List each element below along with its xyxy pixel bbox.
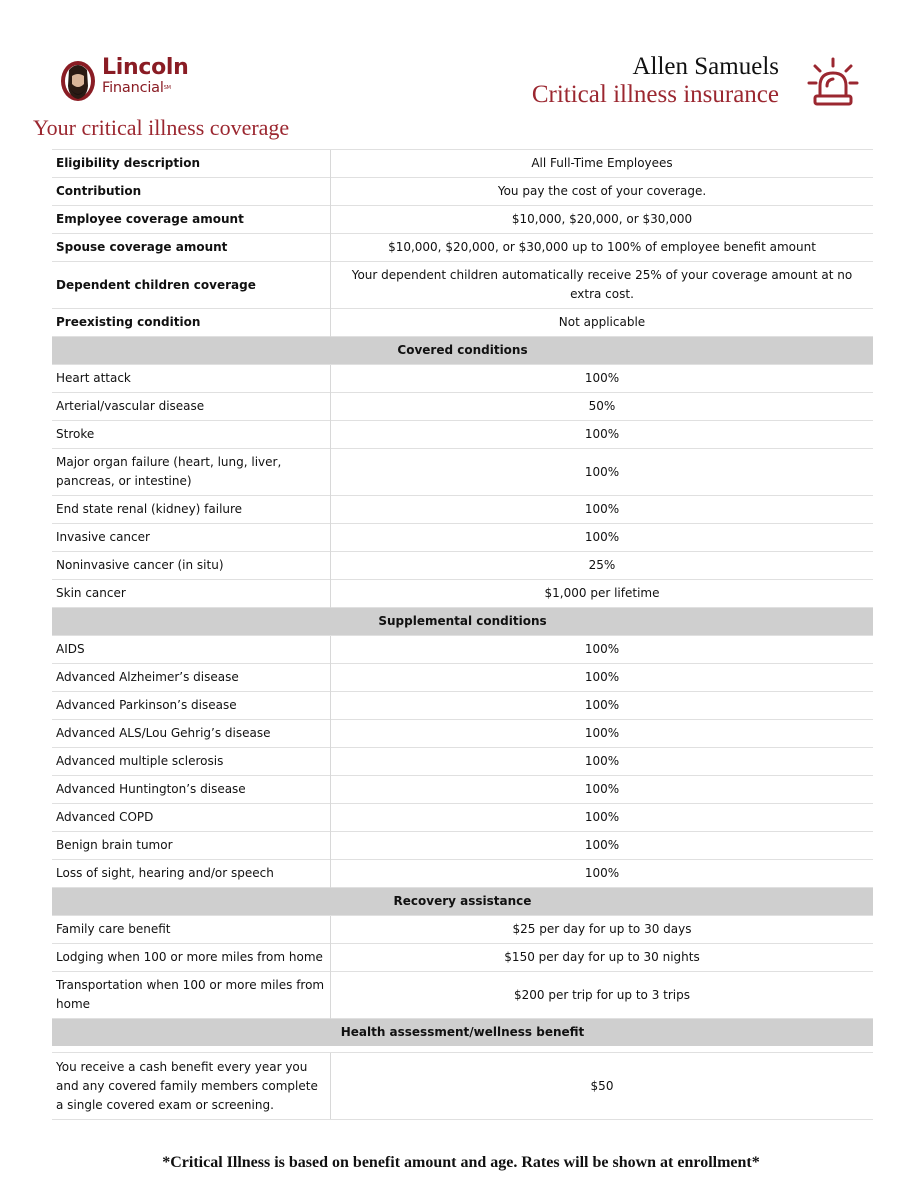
row-label: Eligibility description xyxy=(52,150,331,178)
section-header-row xyxy=(52,337,873,365)
row-value: 50% xyxy=(331,393,874,421)
row-value: $10,000, $20,000, or $30,000 xyxy=(331,206,874,234)
table-row xyxy=(52,580,873,608)
row-label: Dependent children coverage xyxy=(52,262,331,309)
table-row xyxy=(52,365,873,393)
section-header: Supplemental conditions xyxy=(52,608,873,636)
row-value: 100% xyxy=(331,720,874,748)
lincoln-portrait-icon xyxy=(60,56,96,104)
logo-wordmark-lincoln: Lincoln xyxy=(102,55,189,80)
row-value: $150 per day for up to 30 nights xyxy=(331,944,874,972)
section-header: Covered conditions xyxy=(52,337,873,365)
row-label: Advanced Parkinson’s disease xyxy=(52,692,331,720)
table-row xyxy=(52,421,873,449)
table-row xyxy=(52,944,873,972)
row-value: 100% xyxy=(331,748,874,776)
row-label: Preexisting condition xyxy=(52,309,331,337)
row-label: Benign brain tumor xyxy=(52,832,331,860)
table-row xyxy=(52,393,873,421)
row-value: Not applicable xyxy=(331,309,874,337)
row-value: 100% xyxy=(331,365,874,393)
row-value: $10,000, $20,000, or $30,000 up to 100% of employee benefit amount xyxy=(331,234,874,262)
row-value: 100% xyxy=(331,664,874,692)
row-label: Transportation when 100 or more miles from home xyxy=(52,972,331,1019)
logo-wordmark-financial: Financial℠ xyxy=(102,80,171,96)
table-row xyxy=(52,916,873,944)
row-value: You pay the cost of your coverage. xyxy=(331,178,874,206)
member-name: Allen Samuels xyxy=(632,53,779,80)
row-label: Contribution xyxy=(52,178,331,206)
row-value: All Full-Time Employees xyxy=(331,150,874,178)
table-row xyxy=(52,860,873,888)
table-row xyxy=(52,692,873,720)
table-row xyxy=(52,804,873,832)
table-row xyxy=(52,748,873,776)
row-label: Stroke xyxy=(52,421,331,449)
table-row xyxy=(52,449,873,496)
section-header-row xyxy=(52,888,873,916)
row-value: 100% xyxy=(331,832,874,860)
row-value: $50 xyxy=(331,1053,874,1120)
row-label: Spouse coverage amount xyxy=(52,234,331,262)
table-row xyxy=(52,234,873,262)
row-value: 100% xyxy=(331,636,874,664)
row-value: 100% xyxy=(331,692,874,720)
section-header-row xyxy=(52,608,873,636)
alarm-siren-icon xyxy=(806,56,860,110)
table-row xyxy=(52,309,873,337)
row-label: Noninvasive cancer (in situ) xyxy=(52,552,331,580)
lincoln-financial-logo xyxy=(60,56,210,108)
row-value: 100% xyxy=(331,496,874,524)
row-label: Employee coverage amount xyxy=(52,206,331,234)
row-label: You receive a cash benefit every year you and any covered family members complete a single covered exam or screening. xyxy=(52,1053,331,1120)
footer-note: *Critical Illness is based on benefit amount and age. Rates will be shown at enrollment* xyxy=(162,1154,760,1171)
row-label: Advanced multiple sclerosis xyxy=(52,748,331,776)
row-label: Advanced ALS/Lou Gehrig’s disease xyxy=(52,720,331,748)
section-title: Your critical illness coverage xyxy=(33,115,290,140)
table-row xyxy=(52,206,873,234)
row-label: Invasive cancer xyxy=(52,524,331,552)
table-row xyxy=(52,150,873,178)
row-label: Arterial/vascular disease xyxy=(52,393,331,421)
row-label: Loss of sight, hearing and/or speech xyxy=(52,860,331,888)
row-value: 100% xyxy=(331,860,874,888)
table-row xyxy=(52,664,873,692)
row-value: Your dependent children automatically receive 25% of your coverage amount at no extra cost. xyxy=(331,262,874,309)
row-label: Family care benefit xyxy=(52,916,331,944)
row-value: 100% xyxy=(331,524,874,552)
row-value: 100% xyxy=(331,449,874,496)
section-header: Recovery assistance xyxy=(52,888,873,916)
table-row xyxy=(52,178,873,206)
table-row xyxy=(52,552,873,580)
row-label: Skin cancer xyxy=(52,580,331,608)
row-value: $200 per trip for up to 3 trips xyxy=(331,972,874,1019)
row-label: Lodging when 100 or more miles from home xyxy=(52,944,331,972)
section-header: Health assessment/wellness benefit xyxy=(52,1019,873,1047)
row-value: 100% xyxy=(331,804,874,832)
table-row xyxy=(52,262,873,309)
row-label: Advanced Huntington’s disease xyxy=(52,776,331,804)
row-label: AIDS xyxy=(52,636,331,664)
row-value: $25 per day for up to 30 days xyxy=(331,916,874,944)
section-header-row xyxy=(52,1019,873,1047)
row-label: Advanced Alzheimer’s disease xyxy=(52,664,331,692)
table-row xyxy=(52,496,873,524)
coverage-table xyxy=(52,149,873,1120)
row-value: 100% xyxy=(331,776,874,804)
row-value: 100% xyxy=(331,421,874,449)
table-row xyxy=(52,1053,873,1120)
row-label: Major organ failure (heart, lung, liver, pancreas, or intestine) xyxy=(52,449,331,496)
row-value: $1,000 per lifetime xyxy=(331,580,874,608)
table-row xyxy=(52,776,873,804)
row-value: 25% xyxy=(331,552,874,580)
table-row xyxy=(52,720,873,748)
row-label: Heart attack xyxy=(52,365,331,393)
table-row xyxy=(52,972,873,1019)
table-row xyxy=(52,832,873,860)
table-row xyxy=(52,636,873,664)
row-label: End state renal (kidney) failure xyxy=(52,496,331,524)
product-title: Critical illness insurance xyxy=(531,81,779,108)
table-row xyxy=(52,524,873,552)
row-label: Advanced COPD xyxy=(52,804,331,832)
